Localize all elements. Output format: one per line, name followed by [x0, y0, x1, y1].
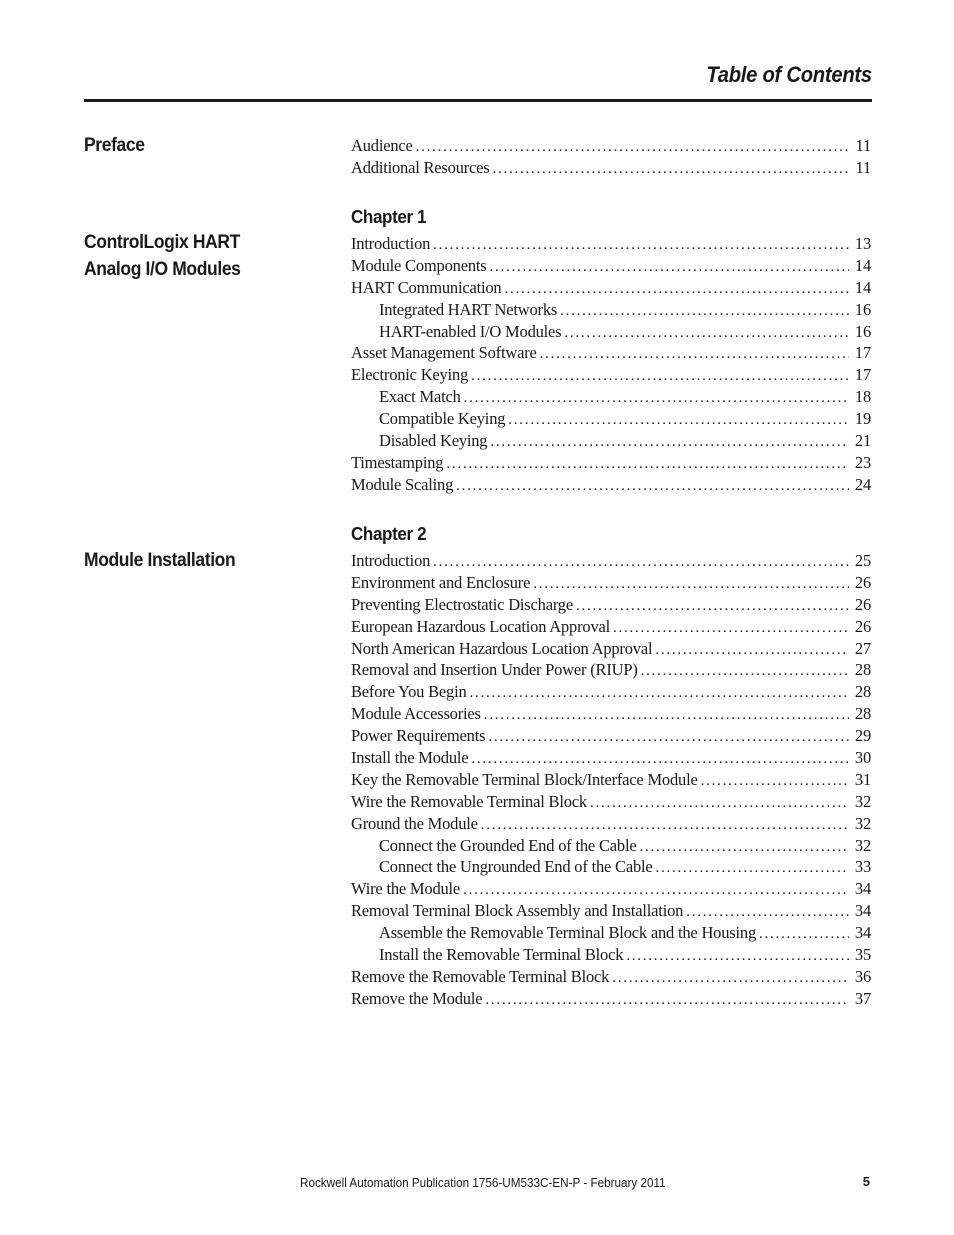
toc-entry-title: HART-enabled I/O Modules	[379, 321, 562, 341]
dot-leader	[486, 259, 849, 276]
toc-entry-page-number: 37	[854, 988, 871, 1008]
dot-leader	[698, 773, 849, 790]
side-heading-line: Module Installation	[84, 550, 236, 571]
toc-entry-link[interactable]	[351, 792, 871, 814]
toc-entry-page-number: 28	[854, 660, 871, 680]
dot-leader	[653, 860, 849, 877]
dot-leader	[573, 598, 849, 615]
dot-leader	[561, 325, 849, 342]
dot-leader	[756, 926, 849, 943]
toc-entry-page-number: 17	[854, 365, 871, 385]
dot-leader	[430, 554, 849, 571]
toc-entry-link[interactable]	[351, 967, 871, 989]
toc-entry-title: North American Hazardous Location Approval	[351, 638, 653, 658]
toc-entry-link[interactable]	[351, 770, 871, 792]
dot-leader	[530, 576, 849, 593]
toc-entry-link[interactable]	[351, 726, 871, 748]
chapter-heading: Chapter 2	[351, 523, 427, 544]
toc-entry-page-number: 27	[854, 638, 871, 658]
toc-entry-page-number: 33	[854, 857, 871, 877]
toc-entry-title: Before You Begin	[351, 682, 467, 702]
toc-entry-page-number: 26	[854, 594, 871, 614]
dot-leader	[587, 795, 849, 812]
publication-footer: Rockwell Automation Publication 1756-UM533C-EN-P - February 2011	[300, 1175, 666, 1190]
toc-entry-title: Connect the Ungrounded End of the Cable	[379, 857, 653, 877]
toc-entry-link[interactable]	[351, 387, 871, 409]
dot-leader	[501, 281, 849, 298]
toc-entry-link[interactable]	[351, 278, 871, 300]
page-title: Table of Contents	[706, 62, 872, 87]
toc-entry-page-number: 29	[854, 726, 871, 746]
toc-entry-link[interactable]	[351, 617, 871, 639]
toc-entry-title: Removal and Insertion Under Power (RIUP)	[351, 660, 638, 680]
toc-entry-link[interactable]	[351, 256, 871, 278]
toc-entry-link[interactable]	[351, 814, 871, 836]
toc-entry-link[interactable]	[351, 573, 871, 595]
toc-entry-link[interactable]	[351, 300, 871, 322]
toc-entry-title: Removal Terminal Block Assembly and Installation	[351, 901, 684, 921]
dot-leader	[461, 390, 849, 407]
toc-entry-page-number: 14	[854, 277, 871, 297]
toc-entry-link[interactable]	[351, 660, 871, 682]
toc-entry-title: Wire the Module	[351, 879, 461, 899]
toc-entry-link[interactable]	[351, 551, 871, 573]
header-rule	[84, 99, 872, 102]
toc-entry-title: Introduction	[351, 234, 431, 253]
dot-leader	[482, 992, 849, 1009]
toc-entry-page-number: 26	[854, 572, 871, 592]
dot-leader	[478, 817, 849, 834]
toc-entry-title: Environment and Enclosure	[351, 572, 531, 592]
side-heading	[84, 229, 296, 283]
toc-entry-link[interactable]	[351, 234, 871, 256]
dot-leader	[557, 303, 849, 320]
toc-entry-link[interactable]	[351, 475, 871, 497]
toc-entry-page-number: 28	[854, 704, 871, 724]
toc-entry-page-number: 26	[854, 616, 871, 636]
dot-leader	[467, 685, 849, 702]
toc-entry-page-number: 35	[854, 945, 871, 965]
toc-entry-page-number: 21	[854, 431, 871, 451]
toc-entry-link[interactable]	[351, 595, 871, 617]
toc-list	[351, 551, 871, 1011]
toc-entry-page-number: 34	[854, 901, 871, 921]
toc-entry-title: Remove the Module	[351, 988, 483, 1008]
dot-leader	[468, 368, 849, 385]
dot-leader	[490, 161, 849, 178]
dot-leader	[443, 456, 849, 473]
side-heading-line: Preface	[84, 135, 145, 156]
toc-entry-title: Introduction	[351, 551, 431, 570]
toc-entry-page-number: 30	[854, 748, 871, 768]
toc-entry-link[interactable]	[351, 704, 871, 726]
toc-entry-link[interactable]	[351, 365, 871, 387]
toc-entry-page-number: 28	[854, 682, 871, 702]
toc-entry-page-number: 24	[854, 474, 871, 494]
dot-leader	[636, 839, 849, 856]
toc-entry-title: Timestamping	[351, 452, 444, 472]
dot-leader	[505, 412, 849, 429]
toc-entry-link[interactable]	[351, 857, 871, 879]
toc-entry-title: Compatible Keying	[379, 409, 506, 429]
chapter-heading: Chapter 1	[351, 206, 427, 227]
toc-entry-link[interactable]	[351, 879, 871, 901]
toc-entry-link[interactable]	[351, 322, 871, 344]
toc-entry-link[interactable]	[351, 682, 871, 704]
toc-entry-title: Asset Management Software	[351, 343, 537, 363]
dot-leader	[485, 729, 849, 746]
toc-entry-title: Audience	[351, 136, 413, 155]
dot-leader	[430, 237, 849, 254]
toc-entry-title: Connect the Grounded End of the Cable	[379, 835, 637, 855]
dot-leader	[623, 948, 849, 965]
dot-leader	[652, 642, 849, 659]
toc-entry-title: Key the Removable Terminal Block/Interface Module	[351, 769, 698, 789]
toc-entry-page-number: 13	[854, 234, 871, 253]
toc-entry-link[interactable]	[351, 836, 871, 858]
toc-entry-title: Module Components	[351, 255, 487, 275]
dot-leader	[481, 707, 849, 724]
toc-entry-title: HART Communication	[351, 277, 502, 297]
toc-entry-page-number: 34	[854, 923, 871, 943]
toc-entry-title: Electronic Keying	[351, 365, 469, 385]
side-heading-line: ControlLogix HART	[84, 232, 240, 253]
toc-entry-title: Assemble the Removable Terminal Block and the Housing	[379, 923, 756, 943]
dot-leader	[683, 904, 849, 921]
toc-entry-page-number: 32	[854, 813, 871, 833]
toc-entry-title: Disabled Keying	[379, 431, 488, 451]
toc-entry-page-number: 25	[854, 551, 871, 570]
toc-entry-page-number: 32	[854, 835, 871, 855]
toc-entry-page-number: 14	[854, 255, 871, 275]
toc-entry-title: European Hazardous Location Approval	[351, 616, 610, 636]
toc-entry-page-number: 36	[854, 966, 871, 986]
dot-leader	[460, 882, 849, 899]
dot-leader	[610, 620, 849, 637]
page-number: 5	[862, 1174, 870, 1189]
toc-entry-title: Integrated HART Networks	[379, 299, 558, 319]
toc-entry-page-number: 16	[854, 299, 871, 319]
toc-entry-title: Module Scaling	[351, 474, 454, 494]
toc-entry-title: Additional Resources	[351, 157, 490, 177]
toc-entry-title: Remove the Removable Terminal Block	[351, 966, 610, 986]
toc-entry-page-number: 17	[854, 343, 871, 363]
toc-entry-title: Install the Removable Terminal Block	[379, 945, 624, 965]
dot-leader	[453, 478, 849, 495]
toc-entry-link[interactable]	[351, 748, 871, 770]
toc-entry-link[interactable]	[351, 923, 871, 945]
toc-entry-page-number: 31	[854, 769, 871, 789]
toc-entry-link[interactable]	[351, 639, 871, 661]
toc-entry-title: Exact Match	[379, 387, 461, 407]
toc-list	[351, 136, 871, 180]
dot-leader	[413, 139, 849, 156]
toc-entry-link[interactable]	[351, 431, 871, 453]
toc-entry-page-number: 23	[854, 452, 871, 472]
toc-entry-title: Power Requirements	[351, 726, 486, 746]
side-heading-line: Analog I/O Modules	[84, 259, 241, 280]
toc-entry-link[interactable]	[351, 158, 871, 180]
dot-leader	[468, 751, 849, 768]
toc-entry-link[interactable]	[351, 409, 871, 431]
toc-entry-page-number: 11	[855, 157, 871, 177]
toc-entry-link[interactable]	[351, 945, 871, 967]
side-heading	[84, 132, 296, 159]
side-heading	[84, 547, 296, 574]
toc-entry-title: Module Accessories	[351, 704, 481, 724]
toc-entry-page-number: 18	[854, 387, 871, 407]
toc-entry-page-number: 16	[854, 321, 871, 341]
toc-entry-link[interactable]	[351, 453, 871, 475]
toc-entry-link[interactable]	[351, 136, 871, 158]
toc-entry-link[interactable]	[351, 343, 871, 365]
dot-leader	[609, 970, 849, 987]
toc-entry-page-number: 32	[854, 791, 871, 811]
dot-leader	[487, 434, 849, 451]
toc-entry-link[interactable]	[351, 901, 871, 923]
toc-entry-title: Wire the Removable Terminal Block	[351, 791, 587, 811]
toc-list	[351, 234, 871, 497]
toc-entry-title: Preventing Electrostatic Discharge	[351, 594, 573, 614]
toc-entry-page-number: 11	[855, 136, 871, 155]
toc-entry-page-number: 34	[854, 879, 871, 899]
toc-entry-title: Ground the Module	[351, 813, 478, 833]
toc-entry-page-number: 19	[854, 409, 871, 429]
dot-leader	[638, 663, 849, 680]
toc-entry-link[interactable]	[351, 989, 871, 1011]
toc-entry-title: Install the Module	[351, 748, 469, 768]
dot-leader	[537, 346, 849, 363]
